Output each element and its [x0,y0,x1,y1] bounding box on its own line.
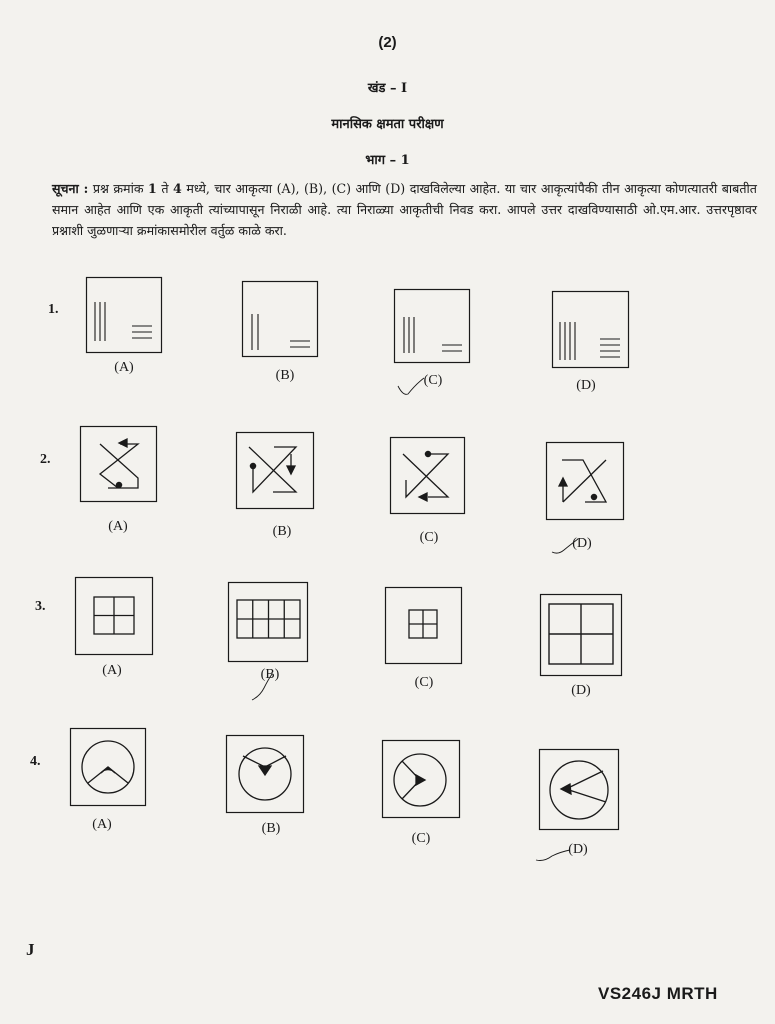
pencil-tick-mark [550,537,580,559]
footer-letter: J [26,940,35,959]
question-number: 4. [30,754,41,769]
instruction-number: 1 [148,181,157,196]
figure-2d[interactable] [546,442,624,520]
instructions [52,178,757,241]
figure-4a[interactable] [70,728,146,806]
option-label: (D) [568,842,588,857]
figure-4d[interactable] [539,749,619,830]
option-label: (B) [260,667,280,682]
figure-2a[interactable] [80,426,157,502]
figure-1d[interactable] [552,291,629,368]
figure-3c[interactable] [385,587,462,664]
option-label: (C) [414,675,434,690]
instruction-number: 4 [173,181,182,196]
figure-4b[interactable] [226,735,304,813]
instruction-text: प्रश्न क्रमांक [92,181,144,196]
booklet-code: VS246J MRTH [598,984,718,1003]
option-label: (D) [576,378,596,393]
subject-heading: मानसिक क्षमता परीक्षण [331,117,444,132]
question-number: 1. [48,302,59,317]
question-number: 2. [40,452,51,467]
figure-2c[interactable] [390,437,465,514]
figure-1c[interactable] [394,289,470,363]
pencil-tick-mark [250,672,276,704]
option-label: (A) [108,519,128,534]
section-heading: खंड – I [367,81,408,96]
instruction-text: मध्ये, चार आकृत्या (A), (B), (C) आणि (D) दाखविलेल्या आहेत. या चार आकृत्यांपैकी तीन आकृत्या कोणत्यातरी बाबतीत समान आहेत आणि एक आकृती त्यांच्यापासून निराळी आहे. त्या निराळ्या आकृतीची निवड करा. आपले उत्तर दाखविण्यासाठी ओ.एम.आर. उत्तरपृष्ठावर प्रश्नाशी जुळणाऱ्या क्रमांकासमोरील वर्तुळ काळे करा. [52,181,757,238]
page-number: (2) [378,34,397,51]
pencil-tick-mark [534,846,574,866]
option-label: (C) [419,530,439,545]
option-label: (B) [261,821,281,836]
option-label: (A) [114,360,134,375]
instruction-text: ते [161,181,169,196]
pencil-tick-mark [396,376,426,398]
option-label: (B) [272,524,292,539]
figure-1b[interactable] [242,281,318,357]
option-label: (A) [92,817,112,832]
question-number: 3. [35,599,46,614]
figure-2b[interactable] [236,432,314,509]
figure-3b[interactable] [228,582,308,662]
option-label: (D) [571,683,591,698]
part-heading: भाग – 1 [365,153,410,168]
figure-3d[interactable] [540,594,622,676]
figure-4c[interactable] [382,740,460,818]
figure-3a[interactable] [75,577,153,655]
option-label: (B) [275,368,295,383]
figure-1a[interactable] [86,277,162,353]
option-label: (C) [423,373,443,388]
option-label: (D) [572,536,592,551]
option-label: (C) [411,831,431,846]
instruction-label: सूचना : [52,181,89,196]
option-label: (A) [102,663,122,678]
